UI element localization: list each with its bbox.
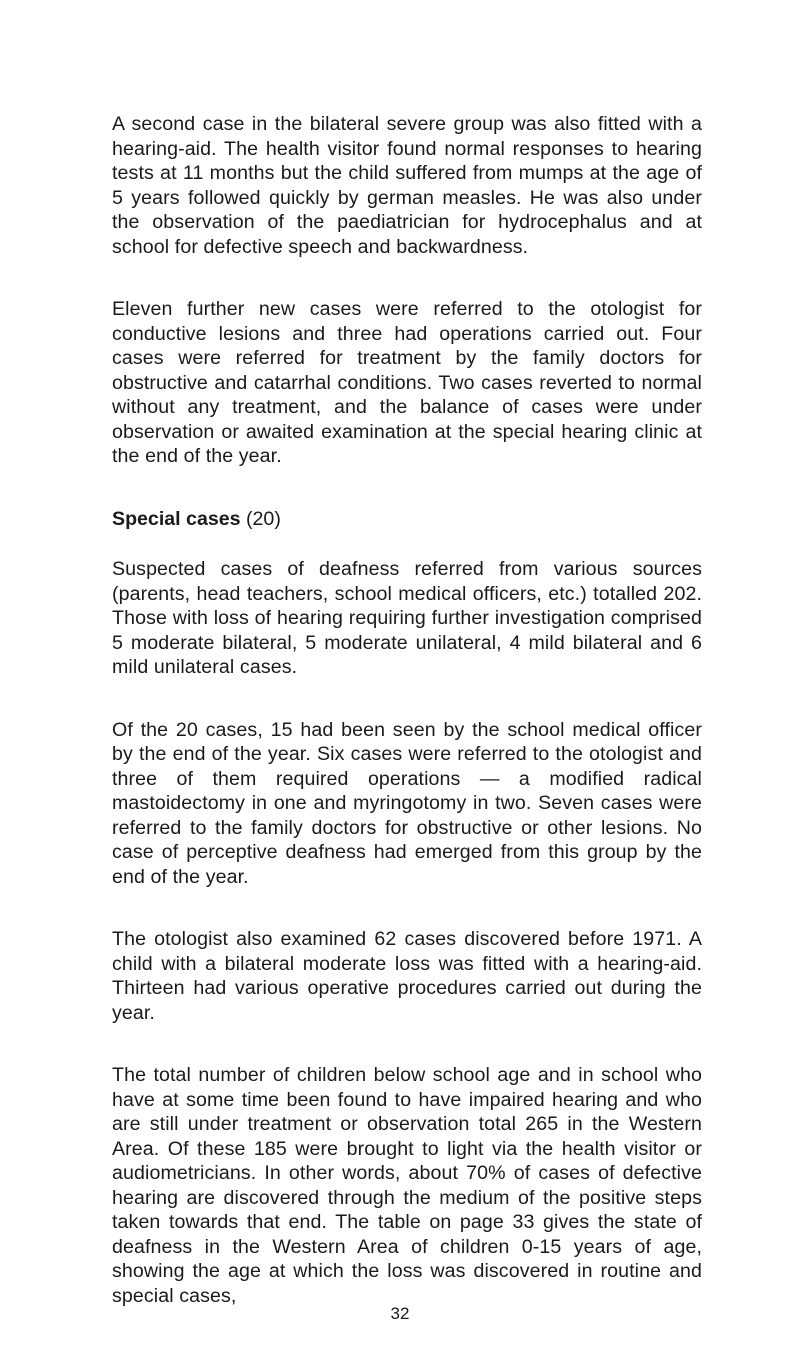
- section-heading-count: (20): [246, 507, 281, 530]
- paragraph-total-number: The total number of children below school age and in school who have at some time been found to have impaired hearing and who are still under treatment or observation total 265 in the Western Area. Of these 185 were brought to light via the health visitor or audiometricians. In other words, about 70% of cases of defective hearing are discovered through the medium of the positive steps taken towards that end. The table on page 33 gives the state of deafness in the Western Area of children 0-15 years of age, showing the age at which the loss was discovered in routine and special cases,: [112, 1064, 702, 1307]
- paragraph-otologist-examined: The otologist also examined 62 cases discovered before 1971. A child with a bilateral moderate loss was fitted with a hearing-aid. Thirteen had various operative procedures carried out during the year.: [112, 928, 702, 1024]
- document-page: [112, 112, 702, 1346]
- paragraph-twenty-cases: Of the 20 cases, 15 had been seen by the school medical officer by the end of the year. Six cases were referred to the otologist and three of them required operations — a modified radical mastoidectomy in one and myringotomy in two. Seven cases were referred to the family doctors for obstructive or other lesions. No case of perceptive deafness had emerged from this group by the end of the year.: [112, 718, 702, 888]
- paragraph-conductive-lesions: Eleven further new cases were referred to the otologist for conductive lesions and three had operations carried out. Four cases were referred for treatment by the family doctors for obstructive and catarrhal conditions. Two cases reverted to normal without any treatment, and the balance of cases were under observation or awaited examination at the special hearing clinic at the end of the year.: [112, 298, 702, 467]
- paragraph-suspected-cases: Suspected cases of deafness referred from various sources (parents, head teachers, school medical officers, etc.) totalled 202. Those with loss of hearing requiring further investigation comprised 5 moderate bilateral, 5 moderate unilateral, 4 mild bilateral and 6 mild unilateral cases.: [112, 558, 702, 678]
- page-number: 32: [390, 1304, 410, 1323]
- paragraph-bilateral-severe-case: A second case in the bilateral severe group was also fitted with a hearing-aid. The health visitor found normal responses to hearing tests at 11 months but the child suffered from mumps at the age of 5 years followed quickly by german measles. He was also under the observation of the paediatrician for hydrocephalus and at school for defective speech and backwardness.: [112, 113, 702, 258]
- section-heading-special-cases: [112, 507, 702, 532]
- section-heading-title: Special cases: [112, 507, 241, 530]
